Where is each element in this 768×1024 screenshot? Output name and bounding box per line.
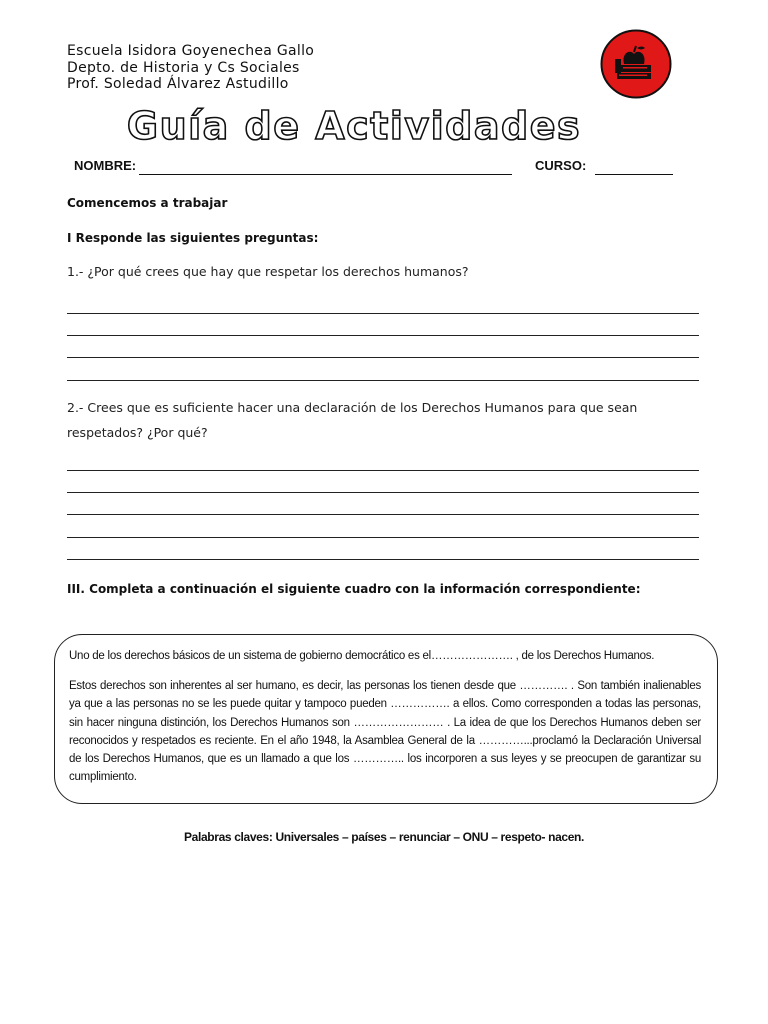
- box-paragraph-2: Estos derechos son inherentes al ser humano, es decir, las personas los tienen desde que …………. . Son también inalienables ya que a las personas no se les puede quitar y tampoco pueden ……………. a ellos. Como corresponden a todas las personas, sin hacer ninguna distinción, los Derechos Humanos son …………………… . La idea de que los Derechos Humanos deben ser reconocidos y respetados es reciente. En el año 1948, la Asamblea General de la …………...proclamó la Declaración Universal de los Derechos Humanos, que es un llamado a que los ………….. los incorporen a sus leyes y se preocupen de garantizar su cumplimiento.: [69, 680, 701, 784]
- course-field: [535, 158, 586, 173]
- answer-line[interactable]: [67, 313, 699, 314]
- school-logo: [600, 29, 672, 99]
- answer-line[interactable]: [67, 380, 699, 381]
- department-name: Depto. de Historia y Cs Sociales: [67, 59, 300, 76]
- answer-line[interactable]: [67, 537, 699, 538]
- teacher-name: Prof. Soledad Álvarez Astudillo: [67, 76, 289, 92]
- keywords-line: Palabras claves: Universales – países – renunciar – ONU – respeto- nacen.: [184, 830, 584, 844]
- course-input-line[interactable]: [595, 174, 673, 175]
- svg-text:Guía de Actividades: Guía de Actividades: [126, 104, 582, 148]
- page-title: [94, 98, 614, 150]
- answer-line[interactable]: [67, 335, 699, 336]
- school-name: Escuela Isidora Goyenechea Gallo: [67, 43, 315, 59]
- school-header: [67, 43, 314, 93]
- answer-line[interactable]: [67, 514, 699, 515]
- intro-heading: Comencemos a trabajar: [67, 196, 228, 210]
- answer-line[interactable]: [67, 357, 699, 358]
- fill-in-box: [54, 634, 718, 804]
- section-1-heading: I Responde las siguientes preguntas:: [67, 231, 319, 245]
- answer-line[interactable]: [67, 492, 699, 493]
- answer-line[interactable]: [67, 470, 699, 471]
- student-fields: [74, 158, 136, 173]
- name-label: NOMBRE:: [74, 158, 137, 173]
- question-1: 1.- ¿Por qué crees que hay que respetar los derechos humanos?: [67, 264, 469, 279]
- question-2: 2.- Crees que es suficiente hacer una declaración de los Derechos Humanos para que sean respetados? ¿Por qué?: [67, 400, 638, 440]
- answer-line[interactable]: [67, 559, 699, 560]
- box-paragraph-1: Uno de los derechos básicos de un sistema de gobierno democrático es el…………………. , de los Derechos Humanos.: [69, 650, 655, 662]
- section-3-heading: III. Completa a continuación el siguiente cuadro con la información correspondiente:: [67, 582, 641, 596]
- name-input-line[interactable]: [139, 174, 512, 175]
- course-label: CURSO:: [535, 158, 587, 173]
